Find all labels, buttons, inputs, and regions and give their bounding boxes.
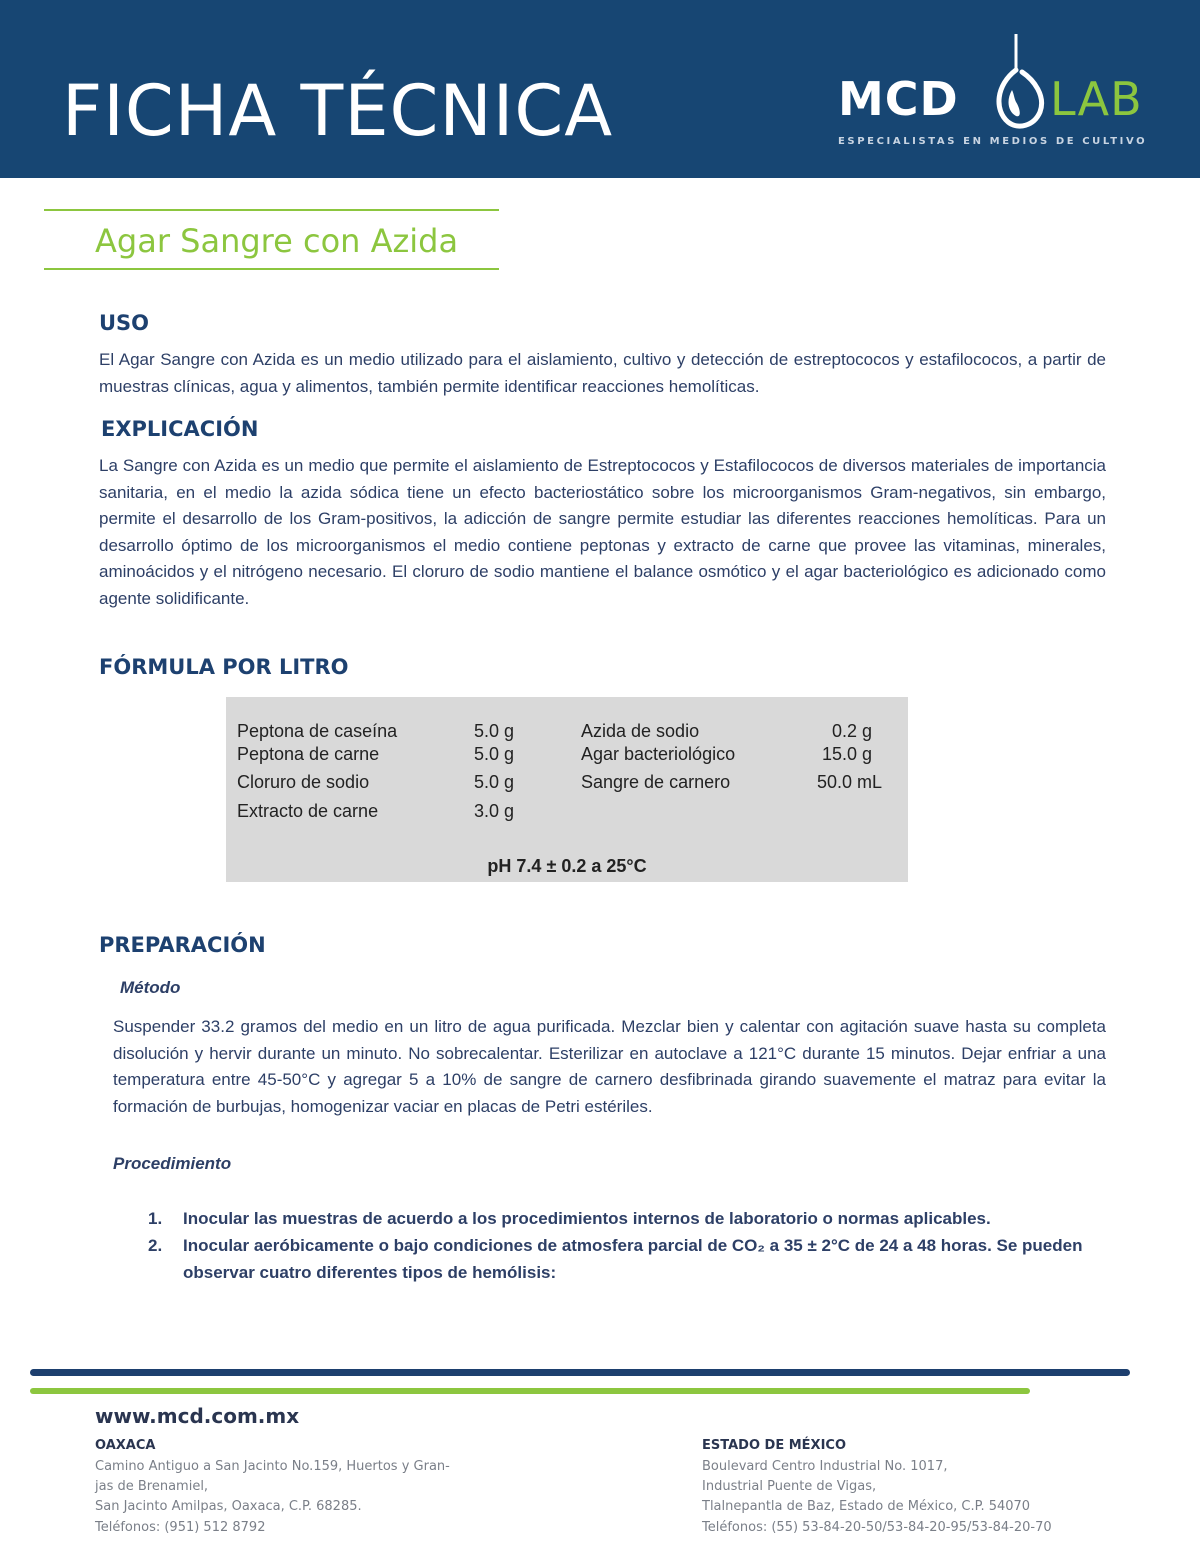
explicacion-text: La Sangre con Azida es un medio que permite el aislamiento de Estreptococos y Estafilococos de diversos materiales de importancia sanitaria, en el medio la azida sódica tiene un efecto bacteriostático sobre los microorganismos Gram-negativos, sin embargo, permite el desarrollo de los Gram-positivos, la adicción de sangre permite estudiar las diferentes reacciones hemolíticas. Para un desarrollo óptimo de los microorganismos el medio contiene peptonas y extracto de carne que provee las vitaminas, minerales, aminoácidos y el nitrógeno necesario. El cloruro de sodio mantiene el balance osmótico y el agar bacteriológico es adicionado como agente solidificante. (99, 456, 1106, 608)
step-number: 2. (148, 1236, 163, 1255)
step-number: 1. (148, 1209, 163, 1228)
formula-item-name: Azida de sodio (581, 721, 700, 741)
list-item (148, 1205, 1108, 1232)
formula-item-amount: 15.0 g (821, 744, 872, 764)
ph-value: pH 7.4 ± 0.2 a 25°C (487, 856, 647, 876)
procedimiento-label: Procedimiento (113, 1154, 232, 1173)
formula-item-name: Peptona de caseína (237, 721, 398, 741)
logo-mcd-text: MCD (838, 72, 959, 126)
formula-item-name: Sangre de carnero (581, 772, 731, 792)
metodo-text: Suspender 33.2 gramos del medio en un litro de agua purificada. Mezclar bien y calentar con agitación suave hasta su completa disolución y hervir durante un minuto. No sobrecalentar. Esterilizar en autoclave a 121°C durante 15 minutos. Dejar enfriar a una temperatura entre 45-50°C y agregar 5 a 10% de sangre de carnero desfibrinada girando suavemente el matraz para evitar la formación de burbujas, homogenizar vaciar en placas de Petri estériles. (113, 1017, 1106, 1116)
oaxaca-title: OAXACA (95, 1438, 156, 1453)
formula-item-amount: 5.0 g (473, 744, 514, 764)
metodo-label: Método (120, 978, 181, 997)
edomex-phone: Teléfonos: (55) 53-84-20-50/53-84-20-95/53-84-20-70 (702, 1520, 1052, 1535)
website-link[interactable]: www.mcd.com.mx (95, 1404, 300, 1428)
logo-lab-text: LAB (1050, 72, 1143, 126)
formula-item-name: Extracto de carne (237, 801, 379, 821)
header-banner (0, 0, 1200, 178)
procedure-steps (148, 1205, 1108, 1286)
explicacion-heading: EXPLICACIÓN (101, 417, 259, 441)
formula-item-amount: 5.0 g (473, 772, 514, 792)
edomex-title: ESTADO DE MÉXICO (702, 1438, 846, 1453)
oaxaca-address-line: San Jacinto Amilpas, Oaxaca, C.P. 68285. (95, 1499, 362, 1514)
oaxaca-phone: Teléfonos: (951) 512 8792 (95, 1520, 266, 1535)
company-logo (838, 30, 1158, 160)
formula-table (226, 697, 908, 882)
title-rule-top (44, 209, 499, 211)
uso-heading: USO (99, 311, 150, 335)
formula-heading: FÓRMULA POR LITRO (99, 655, 349, 679)
formula-item-name: Agar bacteriológico (581, 744, 736, 764)
edomex-address-line: Industrial Puente de Vigas, (702, 1479, 877, 1494)
uso-text: El Agar Sangre con Azida es un medio utilizado para el aislamiento, cultivo y detección de estreptococos y estafilococos, a partir de muestras clínicas, agua y alimentos, también permite identificar reacciones hemolíticas. (99, 350, 1106, 396)
page-title: FICHA TÉCNICA (62, 70, 614, 152)
formula-item-amount: 50.0 mL (817, 772, 883, 792)
step-text: Inocular las muestras de acuerdo a los procedimientos internos de laboratorio o normas aplicables. (183, 1209, 991, 1228)
formula-item-amount: 5.0 g (473, 721, 514, 741)
list-item (148, 1232, 1108, 1286)
oaxaca-address-line: jas de Brenamiel, (95, 1479, 209, 1494)
footer-rule-blue (30, 1369, 1130, 1376)
footer-rule-green (30, 1388, 1030, 1394)
title-rule-bottom (44, 268, 499, 270)
edomex-address-line: Boulevard Centro Industrial No. 1017, (702, 1459, 948, 1474)
oaxaca-address-line: Camino Antiguo a San Jacinto No.159, Huertos y Gran- (95, 1459, 450, 1474)
formula-item-amount: 3.0 g (473, 801, 514, 821)
formula-item-name: Cloruro de sodio (237, 772, 370, 792)
formula-item-name: Peptona de carne (237, 744, 380, 764)
preparacion-heading: PREPARACIÓN (99, 933, 266, 957)
edomex-address-line: Tlalnepantla de Baz, Estado de México, C.P. 54070 (702, 1499, 1031, 1514)
step-text: Inocular aeróbicamente o bajo condiciones de atmosfera parcial de CO₂ a 35 ± 2°C de 24 a 48 horas. Se pueden observar cuatro diferentes tipos de hemólisis: (183, 1236, 1083, 1282)
product-title: Agar Sangre con Azida (95, 222, 459, 260)
formula-item-amount: 0.2 g (831, 721, 872, 741)
logo-tagline: ESPECIALISTAS EN MEDIOS DE CULTIVO (838, 136, 1148, 147)
flask-drop-icon (986, 30, 1046, 130)
